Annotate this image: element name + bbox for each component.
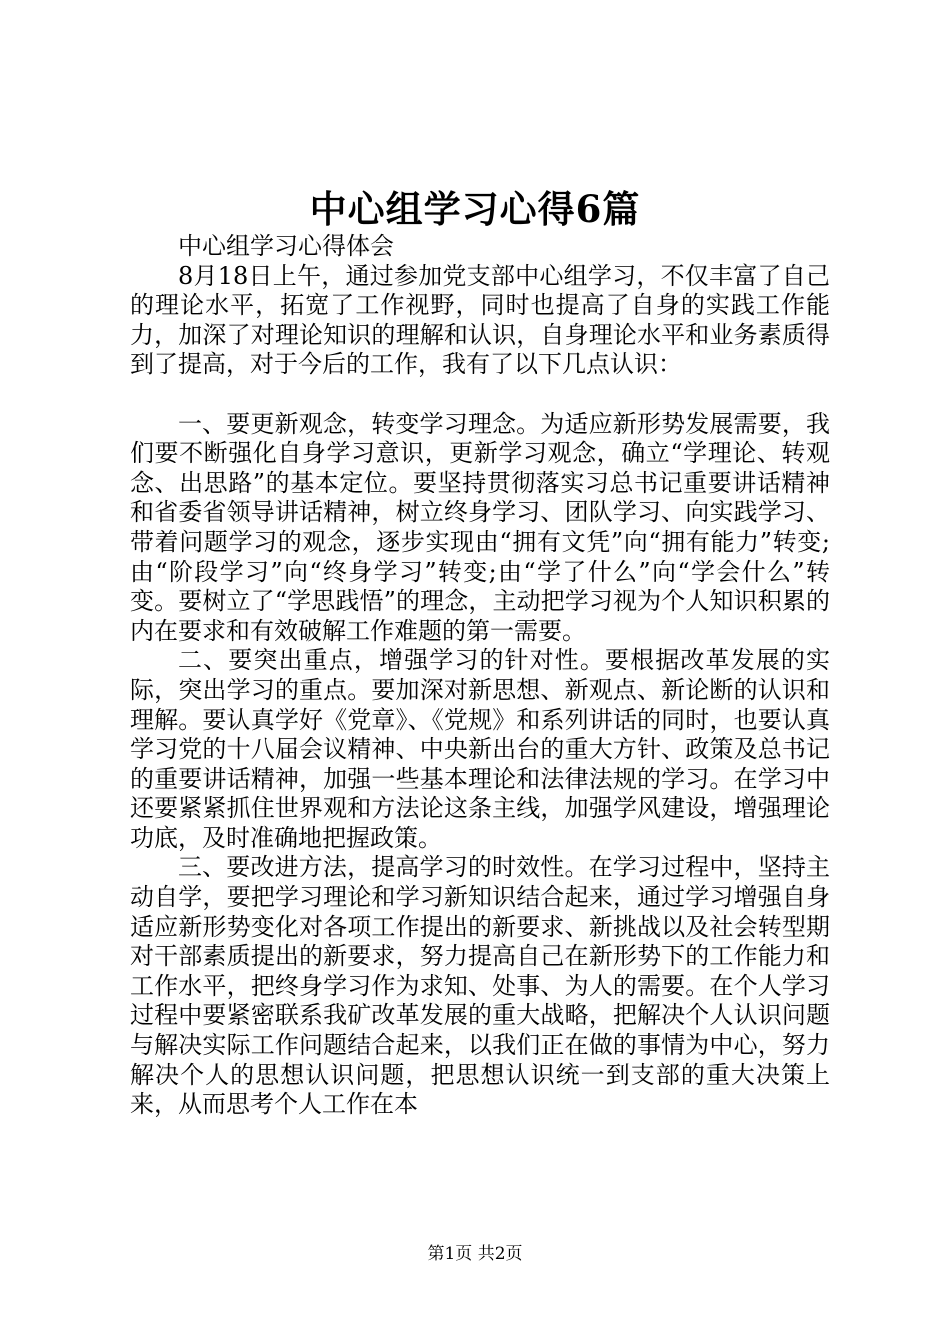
point-two-paragraph: 二、要突出重点，增强学习的针对性。要根据改革发展的实际，突出学习的重点。要加深对新思想、新观点、新论断的认识和理解。要认真学好《党章》、《党规》和系列讲话的同时，也要认真学习党的十八届会议精神、中央新出台的重大方针、政策及总书记的重要讲话精神，加强一些基本理论和法律法规的学习。在学习中还要紧紧抓住世界观和方法论这条主线，加强学风建设，增强理论功底，及时准确地把握政策。 (130, 646, 830, 852)
page-footer: 第1页 共2页 (427, 1244, 523, 1264)
point-one-paragraph: 一、要更新观念，转变学习理念。为适应新形势发展需要，我们要不断强化自身学习意识，更新学习观念，确立“学理论、转观念、出思路”的基本定位。要坚持贯彻落实习总书记重要讲话精神和省委省领导讲话精神，树立终身学习、团队学习、向实践学习、带着问题学习的观念，逐步实现由“拥有文凭”向“拥有能力”转变;由“阶段学习”向“终身学习”转变;由“学了什么”向“学会什么”转变。要树立了“学思践悟”的理念，主动把学习视为个人知识积累的内在要求和有效破解工作难题的第一需要。 (130, 409, 830, 645)
document-body (130, 232, 830, 1120)
point-three-paragraph: 三、要改进方法，提高学习的时效性。在学习过程中，坚持主动自学，要把学习理论和学习新知识结合起来，通过学习增强自身适应新形势变化对各项工作提出的新要求、新挑战以及社会转型期对干部素质提出的新要求，努力提高自己在新形势下的工作能力和工作水平，把终身学习作为求知、处事、为人的需要。在个人学习过程中要紧密联系我矿改革发展的重大战略，把解决个人认识问题与解决实际工作问题结合起来，以我们正在做的事情为中心，努力解决个人的思想认识问题，把思想认识统一到支部的重大决策上来，从而思考个人工作在本 (130, 853, 830, 1119)
subtitle-paragraph: 中心组学习心得体会 (178, 232, 394, 260)
intro-paragraph: 8月18日上午，通过参加党支部中心组学习，不仅丰富了自己的理论水平，拓宽了工作视野，同时也提高了自身的实践工作能力，加深了对理论知识的理解和认识，自身理论水平和业务素质得到了提高，对于今后的工作，我有了以下几点认识： (130, 261, 830, 379)
document-title: 中心组学习心得6篇 (309, 187, 641, 231)
